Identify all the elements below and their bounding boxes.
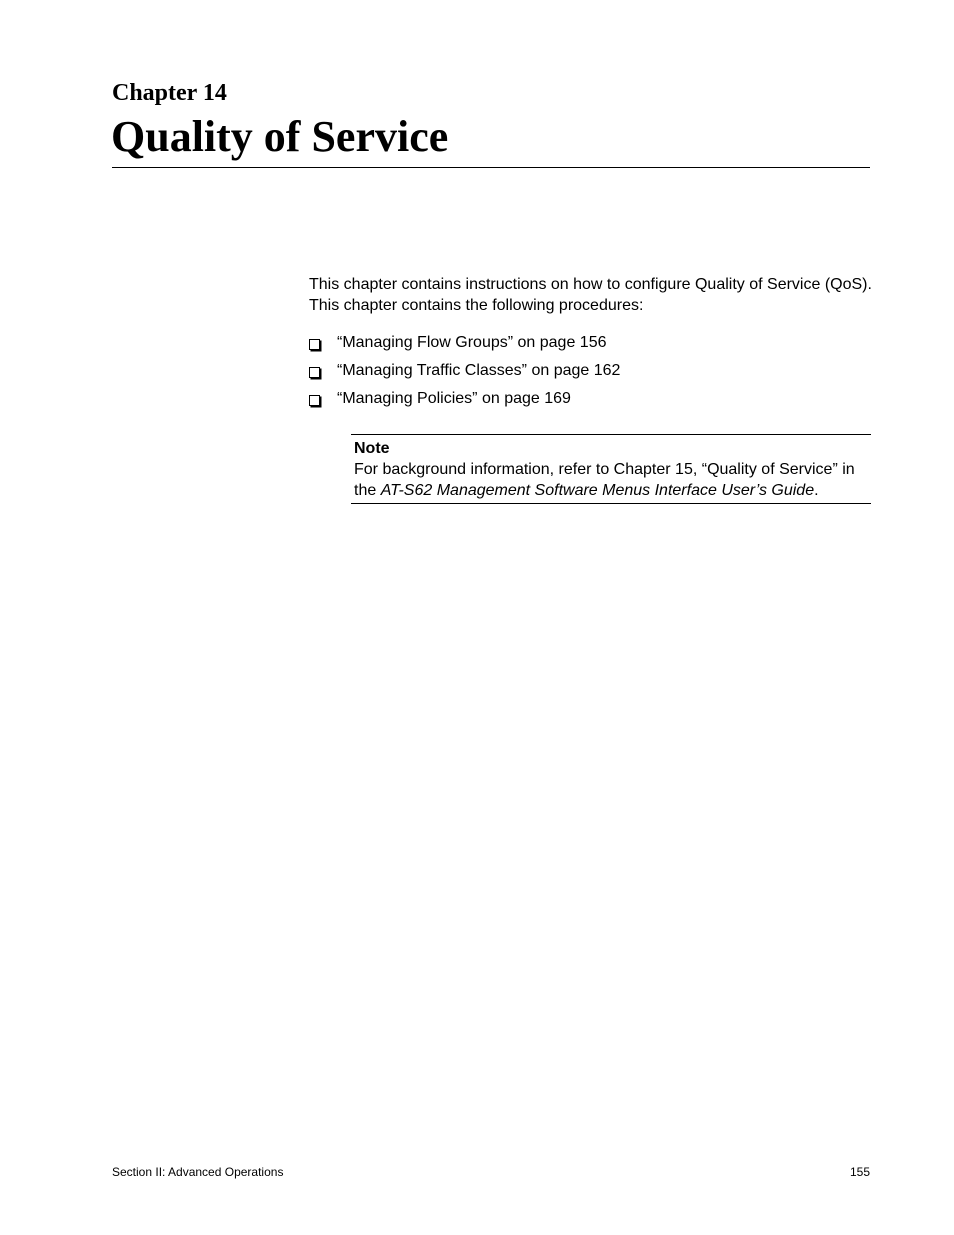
footer-section: Section II: Advanced Operations: [112, 1165, 284, 1179]
list-item: [309, 388, 620, 416]
guide-title: AT-S62 Management Software Menus Interface User’s Guide: [380, 482, 815, 499]
note-text: [354, 461, 855, 499]
title-divider: [112, 167, 870, 168]
procedure-link-traffic-classes[interactable]: “Managing Traffic Classes” on page 162: [337, 362, 621, 379]
procedure-list: [309, 332, 620, 416]
procedure-link-flow-groups[interactable]: “Managing Flow Groups” on page 156: [337, 334, 607, 351]
chapter-title: Quality of Service: [111, 112, 449, 161]
list-item: [309, 332, 620, 360]
note-text-before: For background information, refer to Chapter 15, “Quality of Service” in the: [354, 461, 855, 499]
note-box: [351, 434, 871, 504]
checkbox-bullet-icon: [309, 395, 320, 406]
checkbox-bullet-icon: [309, 367, 320, 378]
chapter-label: Chapter 14: [112, 80, 227, 106]
checkbox-bullet-icon: [309, 339, 320, 350]
procedure-link-policies[interactable]: “Managing Policies” on page 169: [337, 390, 571, 407]
page-number: 155: [849, 1165, 870, 1179]
intro-paragraph: This chapter contains instructions on how to configure Quality of Service (QoS). This chapter contains the following procedures:: [309, 276, 872, 314]
note-text-after: .: [814, 482, 819, 499]
note-heading: Note: [354, 440, 390, 457]
list-item: [309, 360, 620, 388]
